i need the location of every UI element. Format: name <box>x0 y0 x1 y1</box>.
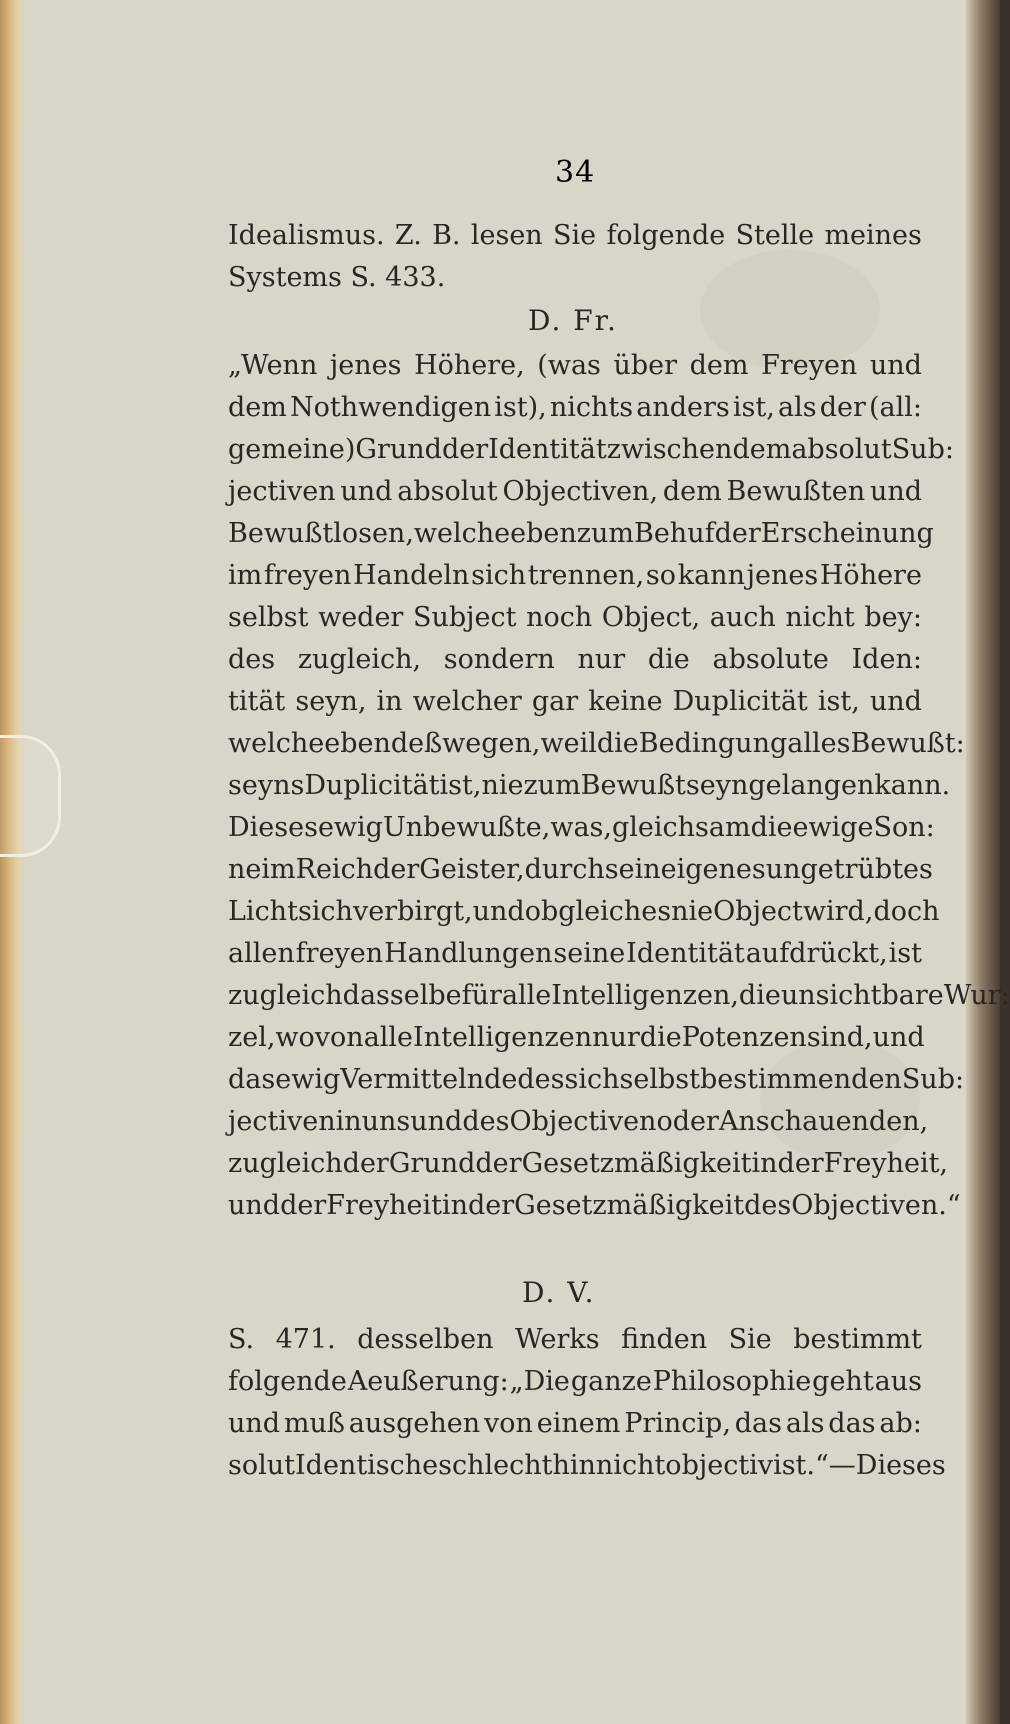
text-line: dem Nothwendigen ist), nichts anders ist, als der (all: <box>228 392 922 423</box>
text-line: des zugleich, sondern nur die absolute Iden: <box>228 644 922 675</box>
paper-stain <box>760 1040 920 1160</box>
text-line: jectiven und absolut Objectiven, dem Bewußten und <box>228 476 922 507</box>
page-tab-marker <box>0 735 61 857</box>
text-line: zel, wovon alle Intelligenzen nur die Potenzen sind, und <box>228 1022 925 1053</box>
page-edge-right <box>966 0 1000 1724</box>
text-line: welche ebendeßwegen, weil die Bedingung alles Bewußt: <box>228 728 965 759</box>
text-line: Idealismus. Z. B. lesen Sie folgende Stelle meines <box>228 220 922 251</box>
text-line: Licht sich verbirgt, und obgleich es nie Object wird, doch <box>228 896 940 927</box>
text-line: zugleich dasselbe für alle Intelligenzen, die unsichtbare Wur: <box>228 980 1010 1011</box>
text-line: tität seyn, in welcher gar keine Duplicität ist, und <box>228 686 922 717</box>
speaker-label: D. V. <box>522 1276 596 1309</box>
text-line: jectiven in uns und des Objectiven oder Anschauenden, <box>228 1106 929 1137</box>
text-line: folgende Aeußerung: „Die ganze Philosophie geht aus <box>228 1366 922 1397</box>
text-line: ne im Reich der Geister, durch sein eigenes ungetrübtes <box>228 854 933 885</box>
text-line: im freyen Handeln sich trennen, so kann jenes Höhere <box>228 560 922 591</box>
text-line: „Wenn jenes Höhere, (was über dem Freyen und <box>228 350 922 381</box>
text-line: selbst weder Subject noch Object, auch nicht bey: <box>228 602 922 633</box>
text-line: Systems S. 433. <box>228 262 446 293</box>
text-line: seyns Duplicität ist, nie zum Bewußtseyn gelangen kann. <box>228 770 951 801</box>
text-line: das ewig Vermittelnde des sich selbst bestimmenden Sub: <box>228 1064 965 1095</box>
speaker-label: D. Fr. <box>528 304 618 337</box>
text-line: allen freyen Handlungen seine Identität aufdrückt, ist <box>228 938 922 969</box>
text-line: und muß ausgehen von einem Princip, das als das ab: <box>228 1408 922 1439</box>
text-line: zugleich der Grund der Gesetzmäßigkeit in der Freyheit, <box>228 1148 949 1179</box>
text-line: Dieses ewig Unbewußte, was, gleichsam die ewige Son: <box>228 812 935 843</box>
text-line: S. 471. desselben Werks finden Sie bestimmt <box>228 1324 922 1355</box>
page-edge-left <box>0 0 26 1724</box>
text-line: Bewußtlosen, welche eben zum Behuf der Erscheinung <box>228 518 934 549</box>
page-number: 34 <box>555 155 596 190</box>
text-line: und der Freyheit in der Gesetzmäßigkeit des Objectiven.“ <box>228 1190 961 1221</box>
text-line: gemeine) Grund der Identität zwischen dem absolut Sub: <box>228 434 954 465</box>
text-line: solut Identische schlechthin nichtobjectiv ist.“ — Dieses <box>228 1450 946 1481</box>
